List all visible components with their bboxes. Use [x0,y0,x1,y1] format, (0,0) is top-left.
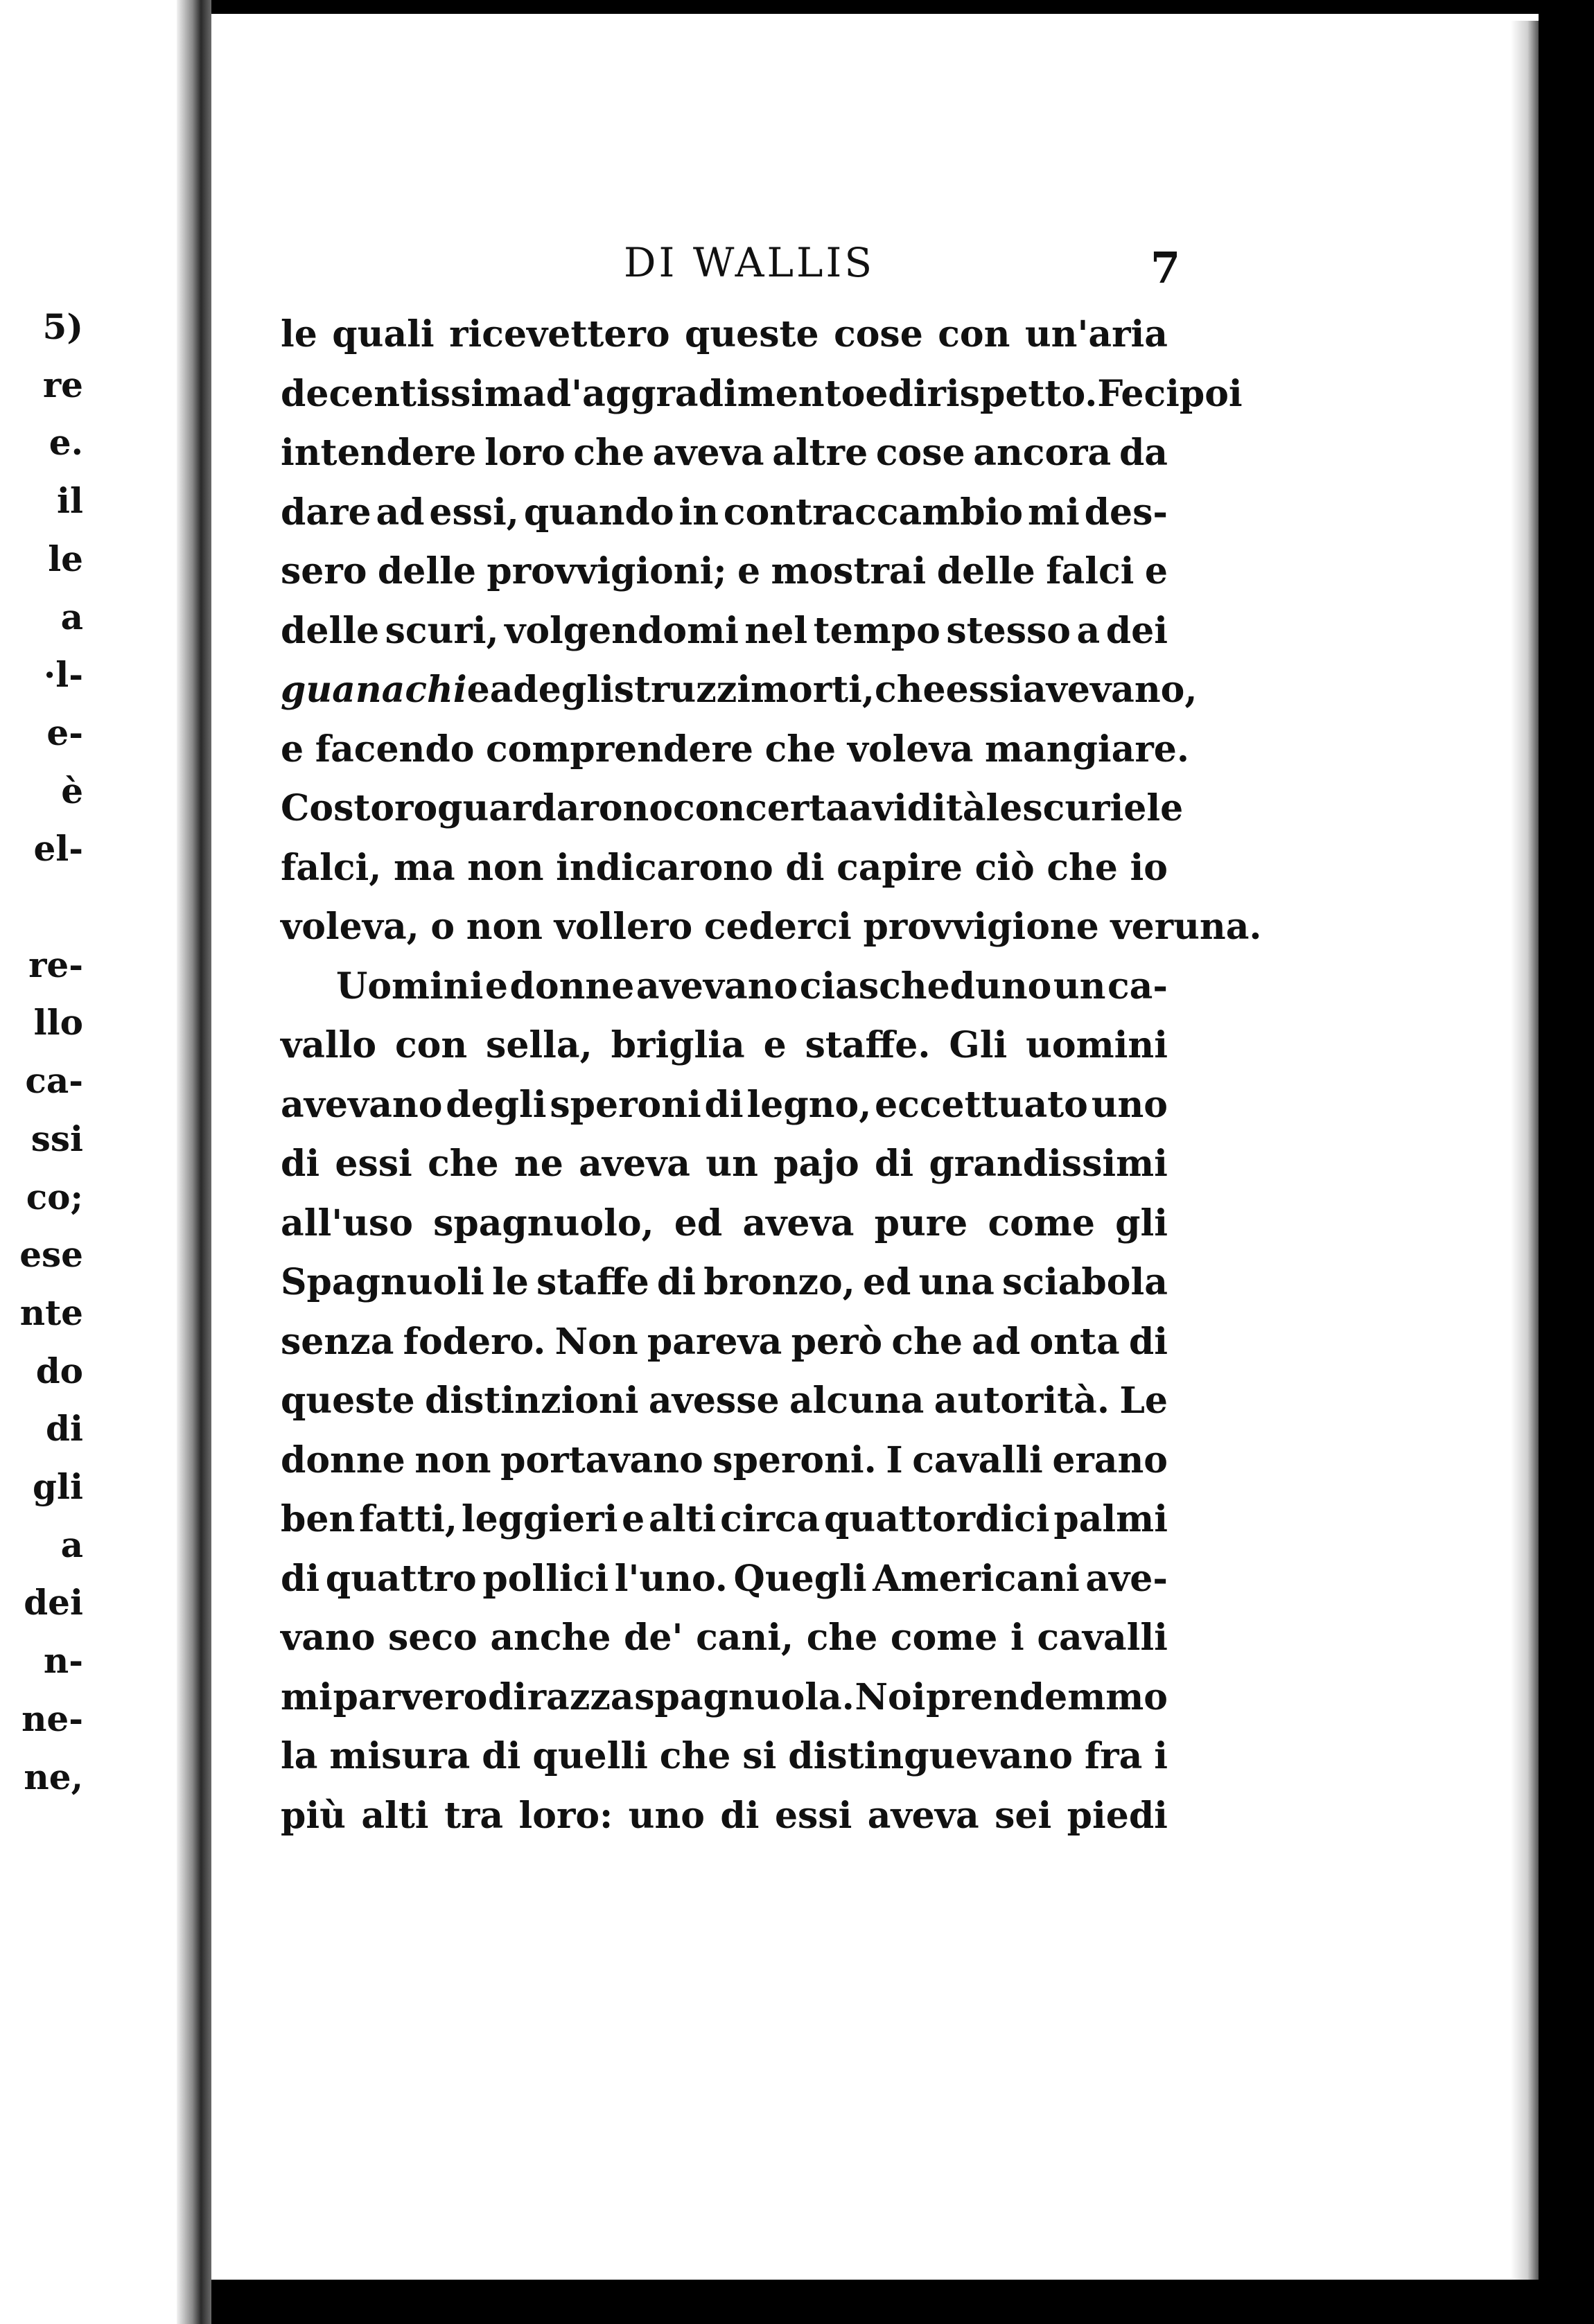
left-page-fragment: ssi [30,1118,83,1159]
left-page-fragment: il [57,480,83,522]
left-page-fragment: di [46,1408,83,1450]
left-page-fragment: gli [33,1466,83,1508]
text-line: voleva, o non vollero cederci provvigione veruna. [281,906,1262,948]
text-line: intendere loro che aveva altre cose ancora da [281,432,1168,474]
left-page-fragment: re- [28,944,83,985]
left-page-fragment: nte [19,1292,83,1333]
left-page-text-fragments [0,298,83,1806]
text-line: ben fatti, leggieri e alti circa quattordici palmi [281,1498,1168,1540]
left-page-fragment: ne, [24,1756,83,1797]
left-page-fragment: è [61,770,83,811]
left-page-fragment: le [48,538,83,579]
left-page-fragment: a [60,596,83,637]
left-page-fragment: ca- [25,1060,83,1102]
left-page-fragment: e. [49,422,83,464]
left-page-fragment: a [60,1524,83,1565]
text-line: avevano degli speroni di legno, eccettuato uno [281,1083,1168,1126]
left-page-fragment: do [35,1350,83,1391]
left-page-fragment: n- [43,1640,83,1682]
page-edge-shadow [1511,21,1539,2280]
page-number: 7 [1150,243,1181,293]
running-head: DI WALLIS [624,239,875,286]
text-line: vano seco anche de' cani, che come i cavalli [281,1617,1168,1659]
text-line: di quattro pollici l'uno. Quegli Americani ave- [281,1557,1168,1600]
text-line: più alti tra loro: uno di essi aveva sei piedi [281,1794,1168,1837]
text-line: sero delle provvigioni; e mostrai delle falci e [281,550,1168,592]
text-line: Spagnuoli le staffe di bronzo, ed una sciabola [281,1261,1168,1303]
text-line: le quali ricevettero queste cose con un'aria [281,313,1168,355]
text-line: Costoro guardarono con certa avidità le scuri e le [281,787,1184,829]
left-page-fragment: ese [19,1234,83,1276]
left-page-fragment: ne- [21,1698,83,1739]
text-line: donne non portavano speroni. I cavalli erano [281,1438,1168,1481]
left-page-fragment: re [42,364,83,405]
book-gutter [177,0,211,2324]
text-line: falci, ma non indicarono di capire ciò che io [281,846,1168,889]
text-line: queste distinzioni avesse alcuna autorità. Le [281,1380,1168,1422]
text-line: la misura di quelli che si distinguevano fra i [281,1735,1168,1777]
left-page-fragment: ·l- [43,654,83,696]
left-page-fragment: dei [24,1582,83,1623]
left-page-fragment: 5) [42,306,83,347]
left-page-fragment: e- [46,712,83,753]
text-line: all'uso spagnuolo, ed aveva pure come gli [281,1201,1168,1244]
text-line: vallo con sella, briglia e staffe. Gli uomini [281,1024,1168,1066]
left-page-fragment: el- [33,828,83,870]
text-line: di essi che ne aveva un pajo di grandissimi [281,1143,1168,1185]
text-line: decentissima d'aggradimento e di rispetto. Feci poi [281,372,1243,415]
text-line: delle scuri, volgendomi nel tempo stesso a dei [281,609,1168,652]
text-line: e facendo comprendere che voleva mangiare. [281,728,1189,771]
text-line: Uomini e donne avevano ciascheduno un ca- [336,965,1168,1007]
text-line: senza fodero. Non pareva però che ad onta di [281,1320,1168,1363]
text-line: guanachi e a degli struzzi morti, che essi avevano, [281,669,1198,711]
left-page-fragment: llo [33,1002,83,1044]
left-page-fragment [0,878,83,936]
text-line: dare ad essi, quando in contraccambio mi des- [281,491,1168,534]
body-text [281,305,1262,1845]
text-line: mi parvero di razza spagnuola. Noi prendemmo [281,1675,1168,1718]
left-page-fragment: co; [26,1176,83,1217]
